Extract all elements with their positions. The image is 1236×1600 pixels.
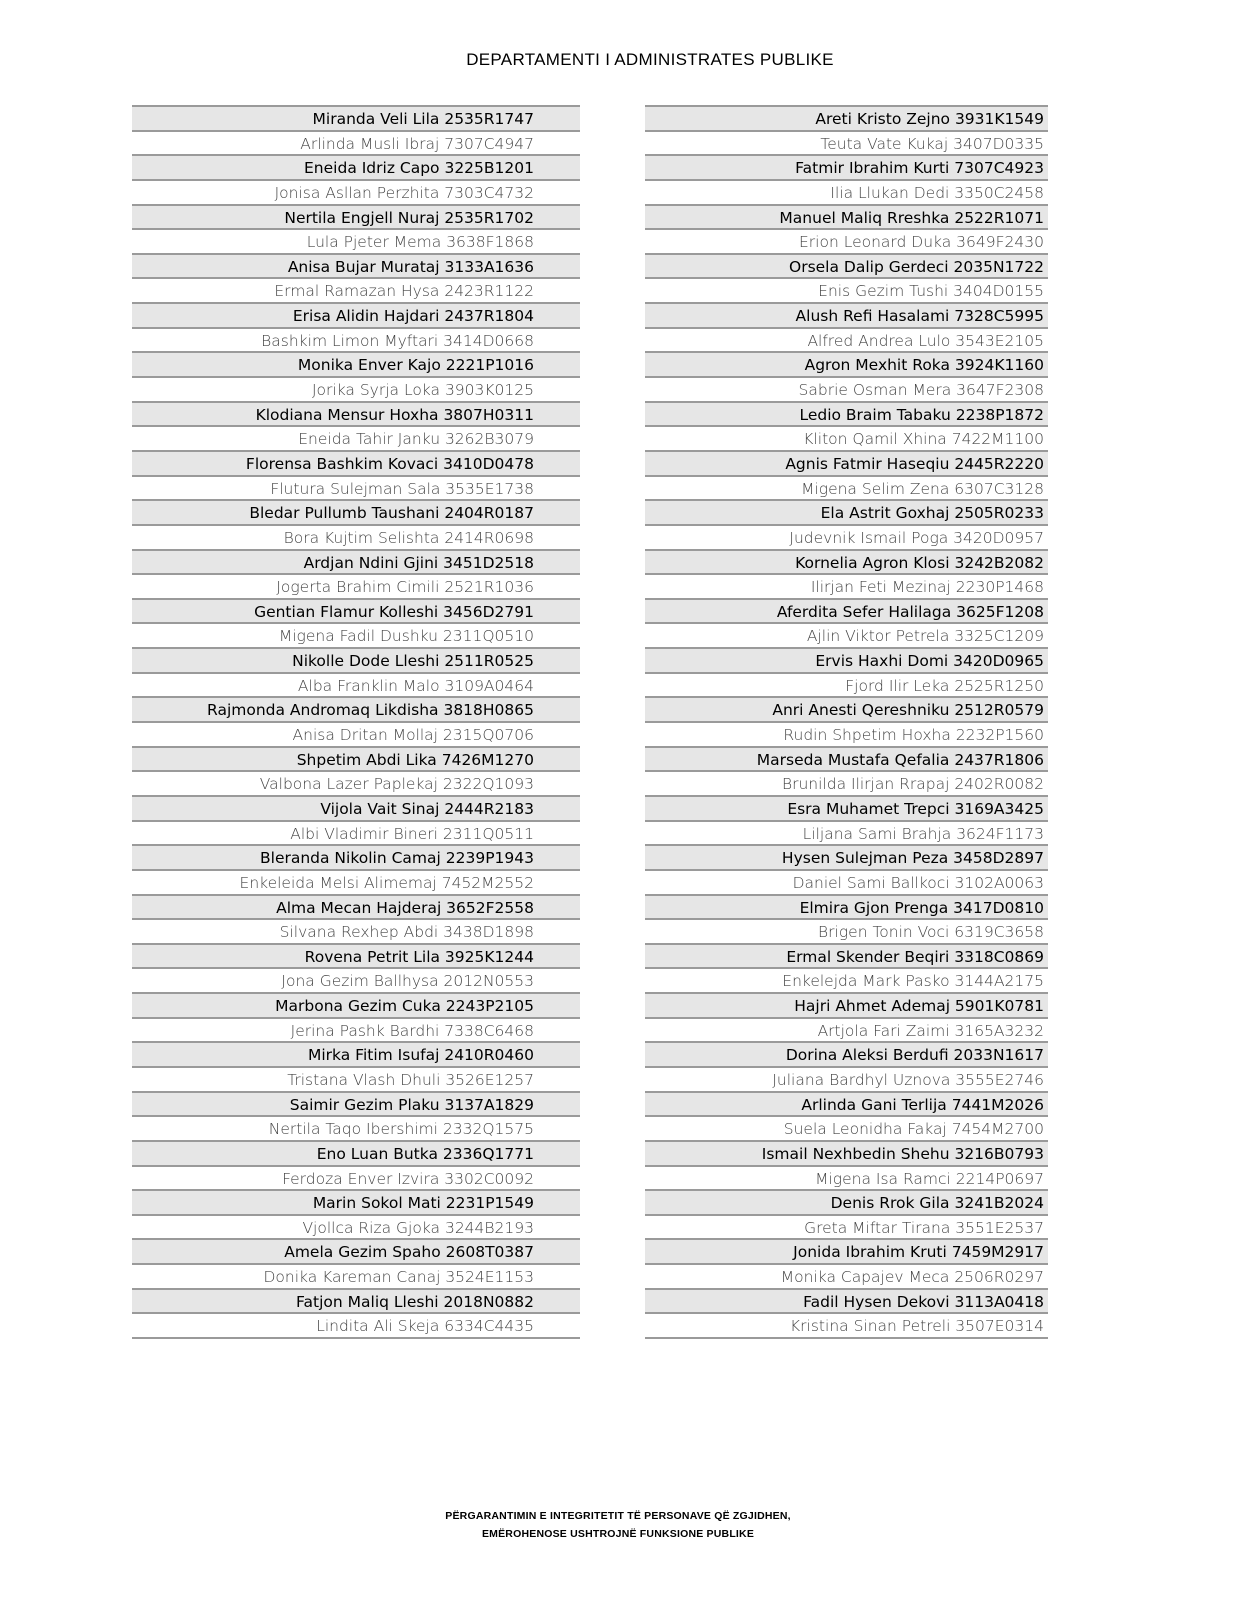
list-item: Marbona Gezim Cuka 2243P2105: [132, 992, 580, 1017]
list-item: Tristana Vlash Dhuli 3526E1257: [132, 1066, 580, 1091]
list-item: Areti Kristo Zejno 3931K1549: [645, 105, 1048, 130]
list-item: Suela Leonidha Fakaj 7454M2700: [645, 1115, 1048, 1140]
list-item: Artjola Fari Zaimi 3165A3232: [645, 1017, 1048, 1042]
list-item: Mirka Fitim Isufaj 2410R0460: [132, 1041, 580, 1066]
list-item: Ela Astrit Goxhaj 2505R0233: [645, 499, 1048, 524]
list-item: Ermal Ramazan Hysa 2423R1122: [132, 277, 580, 302]
list-item: Esra Muhamet Trepci 3169A3425: [645, 795, 1048, 820]
list-item: Vjollca Riza Gjoka 3244B2193: [132, 1214, 580, 1239]
list-item: Enis Gezim Tushi 3404D0155: [645, 277, 1048, 302]
list-item: Ismail Nexhbedin Shehu 3216B0793: [645, 1140, 1048, 1165]
list-item: Anisa Dritan Mollaj 2315Q0706: [132, 721, 580, 746]
list-item: Ilia Llukan Dedi 3350C2458: [645, 179, 1048, 204]
list-item: Jerina Pashk Bardhi 7338C6468: [132, 1017, 580, 1042]
list-item: Jorika Syrja Loka 3903K0125: [132, 376, 580, 401]
footer-line-1: PËRGARANTIMIN E INTEGRITETIT TË PERSONAVE QË ZGJIDHEN,: [445, 1510, 791, 1522]
list-item: Ledio Braim Tabaku 2238P1872: [645, 401, 1048, 426]
list-item: Enkelejda Mark Pasko 3144A2175: [645, 967, 1048, 992]
list-item: Miranda Veli Lila 2535R1747: [132, 105, 580, 130]
list-item: Rudin Shpetim Hoxha 2232P1560: [645, 721, 1048, 746]
list-item: Juliana Bardhyl Uznova 3555E2746: [645, 1066, 1048, 1091]
list-item: Ermal Skender Beqiri 3318C0869: [645, 943, 1048, 968]
list-item: Kornelia Agron Klosi 3242B2082: [645, 549, 1048, 574]
list-item: Flutura Sulejman Sala 3535E1738: [132, 475, 580, 500]
list-item: Marin Sokol Mati 2231P1549: [132, 1189, 580, 1214]
list-item: Fatjon Maliq Lleshi 2018N0882: [132, 1288, 580, 1313]
list-item: Arlinda Gani Terlija 7441M2026: [645, 1091, 1048, 1116]
list-item: Alma Mecan Hajderaj 3652F2558: [132, 894, 580, 919]
list-item: Daniel Sami Ballkoci 3102A0063: [645, 869, 1048, 894]
list-item: Hysen Sulejman Peza 3458D2897: [645, 844, 1048, 869]
list-item: Hajri Ahmet Ademaj 5901K0781: [645, 992, 1048, 1017]
list-item: Silvana Rexhep Abdi 3438D1898: [132, 918, 580, 943]
list-item: Ervis Haxhi Domi 3420D0965: [645, 647, 1048, 672]
list-item: Orsela Dalip Gerdeci 2035N1722: [645, 253, 1048, 278]
list-item: Jona Gezim Ballhysa 2012N0553: [132, 967, 580, 992]
list-item: Aferdita Sefer Halilaga 3625F1208: [645, 598, 1048, 623]
list-item: Enkeleida Melsi Alimemaj 7452M2552: [132, 869, 580, 894]
list-item: Fatmir Ibrahim Kurti 7307C4923: [645, 154, 1048, 179]
list-item: Monika Capajev Meca 2506R0297: [645, 1263, 1048, 1288]
list-item: Greta Miftar Tirana 3551E2537: [645, 1214, 1048, 1239]
list-item: Monika Enver Kajo 2221P1016: [132, 351, 580, 376]
list-item: Amela Gezim Spaho 2608T0387: [132, 1238, 580, 1263]
list-item: Nertila Engjell Nuraj 2535R1702: [132, 204, 580, 229]
list-item: Brunilda Ilirjan Rrapaj 2402R0082: [645, 770, 1048, 795]
list-item: Erion Leonard Duka 3649F2430: [645, 228, 1048, 253]
list-item: Saimir Gezim Plaku 3137A1829: [132, 1091, 580, 1116]
list-item: Arlinda Musli Ibraj 7307C4947: [132, 130, 580, 155]
list-item: Agnis Fatmir Haseqiu 2445R2220: [645, 450, 1048, 475]
footer-line-2: EMËROHENOSE USHTROJNË FUNKSIONE PUBLIKE: [481, 1528, 755, 1540]
list-item: Marseda Mustafa Qefalia 2437R1806: [645, 746, 1048, 771]
list-item: Rajmonda Andromaq Likdisha 3818H0865: [132, 696, 580, 721]
list-item: Elmira Gjon Prenga 3417D0810: [645, 894, 1048, 919]
list-item: Lula Pjeter Mema 3638F1868: [132, 228, 580, 253]
list-item: Eno Luan Butka 2336Q1771: [132, 1140, 580, 1165]
list-item: Bledar Pullumb Taushani 2404R0187: [132, 499, 580, 524]
list-item: Alush Refi Hasalami 7328C5995: [645, 302, 1048, 327]
list-item: Judevnik Ismail Poga 3420D0957: [645, 524, 1048, 549]
list-item: Denis Rrok Gila 3241B2024: [645, 1189, 1048, 1214]
list-item: Ajlin Viktor Petrela 3325C1209: [645, 622, 1048, 647]
list-item: Bashkim Limon Myftari 3414D0668: [132, 327, 580, 352]
list-item: Dorina Aleksi Berdufi 2033N1617: [645, 1041, 1048, 1066]
list-item: Shpetim Abdi Lika 7426M1270: [132, 746, 580, 771]
list-item: Jonida Ibrahim Kruti 7459M2917: [645, 1238, 1048, 1263]
list-item: Liljana Sami Brahja 3624F1173: [645, 820, 1048, 845]
list-item: Ilirjan Feti Mezinaj 2230P1468: [645, 573, 1048, 598]
list-item: Migena Fadil Dushku 2311Q0510: [132, 622, 580, 647]
list-item: Ardjan Ndini Gjini 3451D2518: [132, 549, 580, 574]
list-item: Bleranda Nikolin Camaj 2239P1943: [132, 844, 580, 869]
list-end-divider: [645, 1337, 1048, 1339]
list-item: Gentian Flamur Kolleshi 3456D2791: [132, 598, 580, 623]
list-item: Alba Franklin Malo 3109A0464: [132, 672, 580, 697]
list-item: Rovena Petrit Lila 3925K1244: [132, 943, 580, 968]
list-item: Agron Mexhit Roka 3924K1160: [645, 351, 1048, 376]
list-end-divider: [132, 1337, 580, 1339]
page-footer: [0, 1507, 1236, 1543]
list-item: Lindita Ali Skeja 6334C4435: [132, 1312, 580, 1337]
list-item: Nertila Taqo Ibershimi 2332Q1575: [132, 1115, 580, 1140]
list-item: Valbona Lazer Paplekaj 2322Q1093: [132, 770, 580, 795]
list-item: Kliton Qamil Xhina 7422M1100: [645, 425, 1048, 450]
list-item: Migena Selim Zena 6307C3128: [645, 475, 1048, 500]
right-name-list: [645, 105, 1048, 1339]
list-item: Bora Kujtim Selishta 2414R0698: [132, 524, 580, 549]
list-item: Alfred Andrea Lulo 3543E2105: [645, 327, 1048, 352]
list-item: Jonisa Asllan Perzhita 7303C4732: [132, 179, 580, 204]
list-item: Sabrie Osman Mera 3647F2308: [645, 376, 1048, 401]
list-item: Albi Vladimir Bineri 2311Q0511: [132, 820, 580, 845]
list-item: Jogerta Brahim Cimili 2521R1036: [132, 573, 580, 598]
page-title: DEPARTAMENTI I ADMINISTRATES PUBLIKE: [466, 50, 834, 69]
left-name-list: [132, 105, 580, 1339]
list-item: Migena Isa Ramci 2214P0697: [645, 1165, 1048, 1190]
list-item: Fjord Ilir Leka 2525R1250: [645, 672, 1048, 697]
list-item: Eneida Tahir Janku 3262B3079: [132, 425, 580, 450]
list-item: Anri Anesti Qereshniku 2512R0579: [645, 696, 1048, 721]
list-item: Klodiana Mensur Hoxha 3807H0311: [132, 401, 580, 426]
list-item: Teuta Vate Kukaj 3407D0335: [645, 130, 1048, 155]
list-item: Donika Kareman Canaj 3524E1153: [132, 1263, 580, 1288]
list-item: Erisa Alidin Hajdari 2437R1804: [132, 302, 580, 327]
list-item: Fadil Hysen Dekovi 3113A0418: [645, 1288, 1048, 1313]
list-item: Brigen Tonin Voci 6319C3658: [645, 918, 1048, 943]
list-item: Florensa Bashkim Kovaci 3410D0478: [132, 450, 580, 475]
list-item: Ferdoza Enver Izvira 3302C0092: [132, 1165, 580, 1190]
list-item: Eneida Idriz Capo 3225B1201: [132, 154, 580, 179]
list-item: Kristina Sinan Petreli 3507E0314: [645, 1312, 1048, 1337]
list-item: Manuel Maliq Rreshka 2522R1071: [645, 204, 1048, 229]
list-item: Anisa Bujar Murataj 3133A1636: [132, 253, 580, 278]
list-item: Vijola Vait Sinaj 2444R2183: [132, 795, 580, 820]
list-item: Nikolle Dode Lleshi 2511R0525: [132, 647, 580, 672]
